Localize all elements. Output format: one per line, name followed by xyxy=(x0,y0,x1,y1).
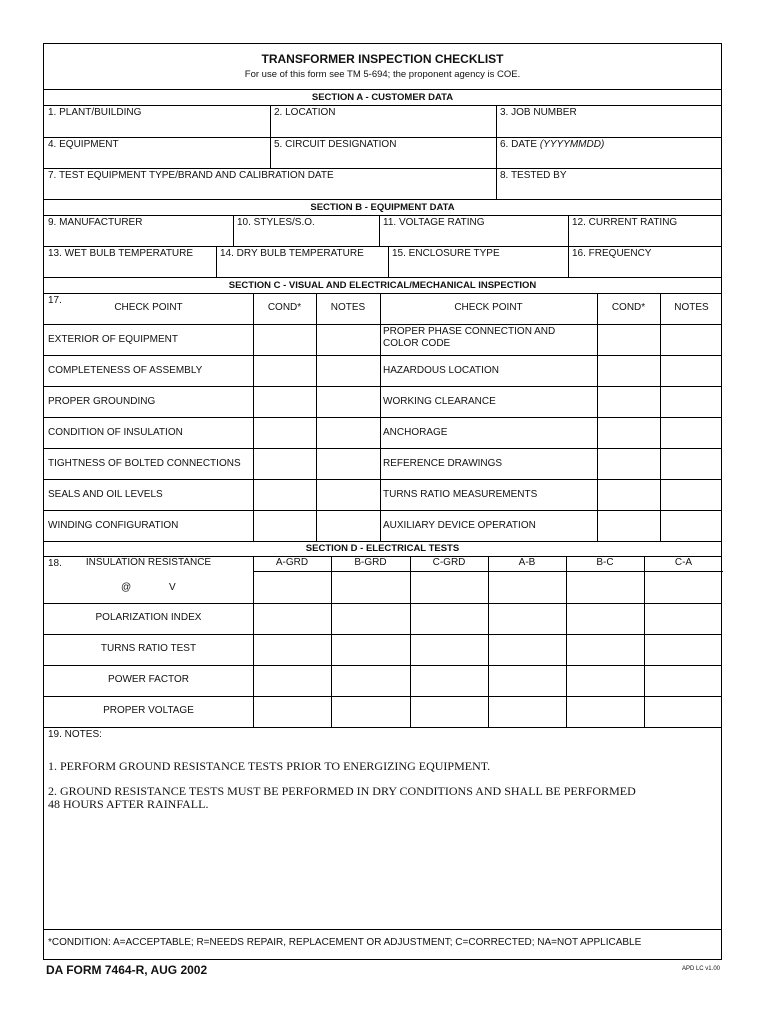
polarization-index-label: POLARIZATION INDEX xyxy=(95,612,202,623)
divider xyxy=(410,556,411,727)
divider xyxy=(660,293,661,541)
notes-label: 19. NOTES: xyxy=(48,729,102,740)
date-label xyxy=(500,139,604,151)
job-number-label: 3. JOB NUMBER xyxy=(500,107,577,118)
manufacturer-label: 9. MANUFACTURER xyxy=(48,217,143,228)
divider xyxy=(388,246,389,277)
styles-field[interactable] xyxy=(233,215,379,246)
checkpoint-turns-ratio: TURNS RATIO MEASUREMENTS xyxy=(383,489,538,500)
divider xyxy=(44,293,721,294)
checkpoint-reference-drawings: REFERENCE DRAWINGS xyxy=(383,458,503,469)
version-label: APD LC v1.00 xyxy=(681,966,720,972)
section-d-heading: SECTION D - ELECTRICAL TESTS xyxy=(305,543,460,554)
frequency-label: 16. FREQUENCY xyxy=(572,248,652,259)
divider xyxy=(566,556,567,727)
insulation-resistance-label: INSULATION RESISTANCE xyxy=(85,557,212,568)
checkpoint-hazardous-location: HAZARDOUS LOCATION xyxy=(383,365,499,376)
proper-voltage-label: PROPER VOLTAGE xyxy=(103,705,194,716)
divider xyxy=(597,293,598,541)
checkpoint-working-clearance: WORKING CLEARANCE xyxy=(383,396,496,407)
enclosure-type-field[interactable] xyxy=(388,246,568,277)
turns-ratio-test-label: TURNS RATIO TEST xyxy=(100,643,197,654)
divider xyxy=(44,541,721,542)
divider xyxy=(270,105,271,168)
col-c-grd: C-GRD xyxy=(432,557,466,568)
divider xyxy=(44,89,721,90)
check-point-header-left: CHECK POINT xyxy=(114,302,183,313)
item-17-number: 17. xyxy=(48,295,62,306)
divider xyxy=(316,293,317,541)
equipment-label: 4. EQUIPMENT xyxy=(48,139,119,150)
circuit-designation-label: 5. CIRCUIT DESIGNATION xyxy=(274,139,397,150)
location-field[interactable] xyxy=(270,105,496,137)
col-b-c: B-C xyxy=(596,557,614,568)
note-2-line-2: 48 HOURS AFTER RAINFALL. xyxy=(48,797,209,811)
col-c-a: C-A xyxy=(674,557,693,568)
notes-header-right: NOTES xyxy=(674,302,709,313)
item-18-number: 18. xyxy=(48,558,62,569)
divider xyxy=(496,105,497,199)
date-label-text: 6. DATE xyxy=(500,139,538,150)
voltage-rating-label: 11. VOLTAGE RATING xyxy=(383,217,485,228)
date-field[interactable] xyxy=(496,137,723,168)
note-2-line-1: 2. GROUND RESISTANCE TESTS MUST BE PERFORMED IN DRY CONDITIONS AND SHALL BE PERFORMED xyxy=(48,784,636,798)
checkpoint-bolted-connections: TIGHTNESS OF BOLTED CONNECTIONS xyxy=(48,458,241,469)
cond-input-column-right[interactable] xyxy=(597,324,660,541)
date-format-hint: (YYYYMMDD) xyxy=(539,139,605,150)
notes-input-column-left[interactable] xyxy=(316,324,380,541)
equipment-field[interactable] xyxy=(44,137,270,168)
divider xyxy=(44,199,721,200)
checkpoint-completeness: COMPLETENESS OF ASSEMBLY xyxy=(48,365,203,376)
divider xyxy=(216,246,217,277)
condition-legend: *CONDITION: A=ACCEPTABLE; R=NEEDS REPAIR, REPLACEMENT OR ADJUSTMENT; C=CORRECTED; NA=NOT APPLICABLE xyxy=(48,937,642,948)
divider xyxy=(331,556,332,727)
at-symbol: @ xyxy=(121,582,132,593)
wet-bulb-label: 13. WET BULB TEMPERATURE xyxy=(48,248,194,259)
divider xyxy=(488,556,489,727)
checkpoint-auxiliary-device: AUXILIARY DEVICE OPERATION xyxy=(383,520,536,531)
checkpoint-insulation: CONDITION OF INSULATION xyxy=(48,427,183,438)
divider xyxy=(44,277,721,278)
note-1: 1. PERFORM GROUND RESISTANCE TESTS PRIOR TO ENERGIZING EQUIPMENT. xyxy=(48,759,491,773)
inspection-form xyxy=(43,43,722,960)
job-number-field[interactable] xyxy=(496,105,723,137)
notes-header-left: NOTES xyxy=(330,302,366,313)
col-a-b: A-B xyxy=(518,557,536,568)
notes-area[interactable] xyxy=(44,727,723,929)
tested-by-field[interactable] xyxy=(496,168,723,199)
wet-bulb-field[interactable] xyxy=(44,246,216,277)
checkpoint-winding: WINDING CONFIGURATION xyxy=(48,520,179,531)
checkpoint-grounding: PROPER GROUNDING xyxy=(48,396,156,407)
cond-header-left: COND* xyxy=(267,302,302,313)
form-number: DA FORM 7464-R, AUG 2002 xyxy=(46,963,208,977)
divider xyxy=(568,215,569,277)
manufacturer-field[interactable] xyxy=(44,215,233,246)
dry-bulb-field[interactable] xyxy=(216,246,388,277)
checkpoint-exterior: EXTERIOR OF EQUIPMENT xyxy=(48,334,179,345)
cond-header-right: COND* xyxy=(611,302,646,313)
test-equipment-field[interactable] xyxy=(44,168,496,199)
checkpoint-anchorage: ANCHORAGE xyxy=(383,427,448,438)
checkpoint-seals-oil: SEALS AND OIL LEVELS xyxy=(48,489,163,500)
check-point-header-right: CHECK POINT xyxy=(454,302,523,313)
col-b-grd: B-GRD xyxy=(354,557,387,568)
voltage-rating-field[interactable] xyxy=(379,215,568,246)
frequency-field[interactable] xyxy=(568,246,723,277)
location-label: 2. LOCATION xyxy=(274,107,336,118)
divider xyxy=(379,215,380,246)
divider xyxy=(380,293,381,541)
divider xyxy=(233,215,234,246)
divider xyxy=(253,293,254,541)
divider xyxy=(44,929,721,930)
dry-bulb-label: 14. DRY BULB TEMPERATURE xyxy=(220,248,364,259)
notes-input-column-right[interactable] xyxy=(660,324,723,541)
col-a-grd: A-GRD xyxy=(275,557,309,568)
checkpoint-phase-connection: PROPER PHASE CONNECTION AND COLOR CODE xyxy=(383,326,556,349)
plant-building-label: 1. PLANT/BUILDING xyxy=(48,107,142,118)
tested-by-label: 8. TESTED BY xyxy=(500,170,567,181)
current-rating-field[interactable] xyxy=(568,215,723,246)
styles-label: 10. STYLES/S.O. xyxy=(237,217,315,228)
section-b-heading: SECTION B - EQUIPMENT DATA xyxy=(310,202,455,213)
divider xyxy=(253,556,254,727)
power-factor-label: POWER FACTOR xyxy=(108,674,189,685)
volts-unit: V xyxy=(169,582,176,593)
plant-building-field[interactable] xyxy=(44,105,270,137)
section-c-heading: SECTION C - VISUAL AND ELECTRICAL/MECHANICAL INSPECTION xyxy=(228,280,537,291)
current-rating-label: 12. CURRENT RATING xyxy=(572,217,678,228)
circuit-designation-field[interactable] xyxy=(270,137,496,168)
divider xyxy=(644,556,645,727)
form-subtitle: For use of this form see TM 5-694; the proponent agency is COE. xyxy=(244,69,521,80)
enclosure-type-label: 15. ENCLOSURE TYPE xyxy=(392,248,500,259)
section-a-heading: SECTION A - CUSTOMER DATA xyxy=(311,92,454,103)
form-title: TRANSFORMER INSPECTION CHECKLIST xyxy=(261,52,504,66)
test-equipment-label: 7. TEST EQUIPMENT TYPE/BRAND AND CALIBRATION DATE xyxy=(48,170,334,181)
cond-input-column-left[interactable] xyxy=(253,324,316,541)
